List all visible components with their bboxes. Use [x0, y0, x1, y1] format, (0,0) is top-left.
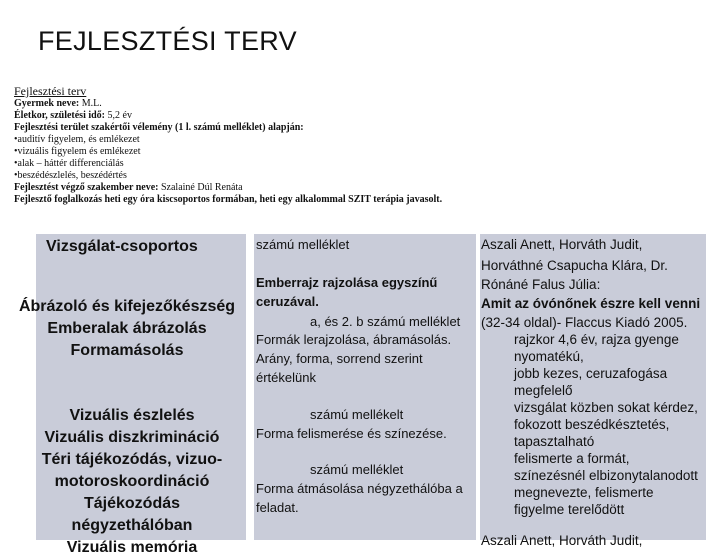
col1-item: Téri tájékozódás, vizuo- [41, 451, 223, 468]
col3-line: Aszali Anett, Horváth Judit, [481, 237, 643, 252]
col3-line: jobb kezes, ceruzafogása [514, 366, 668, 381]
col2-line: Forma átmásolása négyzethálóba a [256, 481, 463, 496]
col3-line: Rónáné Falus Júlia: [481, 277, 601, 292]
col3-line: megfelelő [514, 383, 573, 398]
col1-item: Vizuális diszkrimináció [44, 429, 220, 446]
col2-line: feladat. [256, 500, 299, 515]
col1-item: Tájékozódás [83, 495, 181, 512]
col1-group2 [28, 405, 236, 559]
specialist-line [14, 182, 704, 194]
specialist-value: Szalainé Dúl Renáta [158, 182, 243, 193]
col3-line: felismerte a formát, [514, 451, 630, 466]
col3-line: megnevezte, felismerte [514, 485, 654, 500]
col3-line: figyelme terelődött [514, 502, 625, 517]
col3-line: fokozott beszédkésztetés, [514, 417, 670, 432]
col3-line: nyomatékú, [514, 349, 584, 364]
col3-line: színezésnél elbizonytalanodott [514, 468, 698, 483]
col2-line: Formák lerajzolása, ábramásolás. [256, 332, 452, 347]
col1-item: Vizuális memória [66, 539, 198, 556]
col2-line: a, és 2. b számú melléklet [310, 314, 461, 329]
specialist-label: Fejlesztést végző szakember neve: [14, 182, 159, 193]
col1-item: Vizuális észlelés [69, 407, 195, 424]
col3-line: tapasztalható [514, 434, 595, 449]
col3-line: (32-34 oldal)- Flaccus Kiadó 2005. [481, 315, 688, 330]
sessions-line: Fejlesztő foglalkozás heti egy óra kiscsoportos formában, heti egy alkalommal SZIT terápia javasolt. [14, 194, 443, 205]
area-item: •auditív figyelem, és emlékezet [14, 134, 140, 145]
area-item: •beszédészlelés, beszédértés [14, 170, 127, 181]
col2-bold-1: Emberrajz rajzolása egyszínű [256, 275, 438, 290]
age-value: 5,2 év [105, 110, 132, 121]
child-name-value: M.L. [79, 98, 102, 109]
col3-line: Horváthné Csapucha Klára, Dr. [481, 258, 668, 273]
col1-group1 [0, 296, 254, 362]
child-name-line [14, 98, 704, 110]
col1-item: Ábrázoló és kifejezőkészség [18, 298, 236, 315]
age-label: Életkor, születési idő: [14, 110, 106, 121]
slide-title: FEJLESZTÉSI TERV [38, 26, 297, 56]
child-name-label: Gyermek neve: [14, 98, 80, 109]
col2-header: számú melléklet [256, 237, 350, 252]
col2-bold-2: ceruzával. [256, 294, 319, 309]
area-item: •alak – háttér differenciálás [14, 158, 124, 169]
col2-line: értékelünk [256, 370, 316, 385]
development-plan-document [14, 84, 704, 206]
document-header: Fejlesztési terv [14, 84, 87, 98]
col1-item: négyzethálóban [71, 517, 193, 534]
col2-line: számú melléklet [310, 462, 404, 477]
col3-line: rajzkor 4,6 év, rajza gyenge [514, 332, 679, 347]
area-item: •vizuális figyelem és emlékezet [14, 146, 141, 157]
col3-line: Aszali Anett, Horváth Judit, [481, 533, 643, 548]
col1-item: Emberalak ábrázolás [47, 320, 207, 337]
age-line [14, 110, 704, 122]
col3-bold: Amit az óvónőnek észre kell venni [481, 296, 701, 311]
col1-item: motoroskoordináció [54, 473, 210, 490]
col1-item: Formamásolás [70, 342, 184, 359]
areas-label: Fejlesztési terület szakértői vélemény (1 l. számú melléklet) alapján: [14, 122, 304, 133]
col1-header: Vizsgálat-csoportos [46, 238, 198, 255]
col2-line: számú mellékelt [310, 407, 404, 422]
col2-line: Arány, forma, sorrend szerint [256, 351, 423, 366]
col2-line: Forma felismerése és színezése. [256, 426, 447, 441]
col3-line: vizsgálat közben sokat kérdez, [514, 400, 698, 415]
